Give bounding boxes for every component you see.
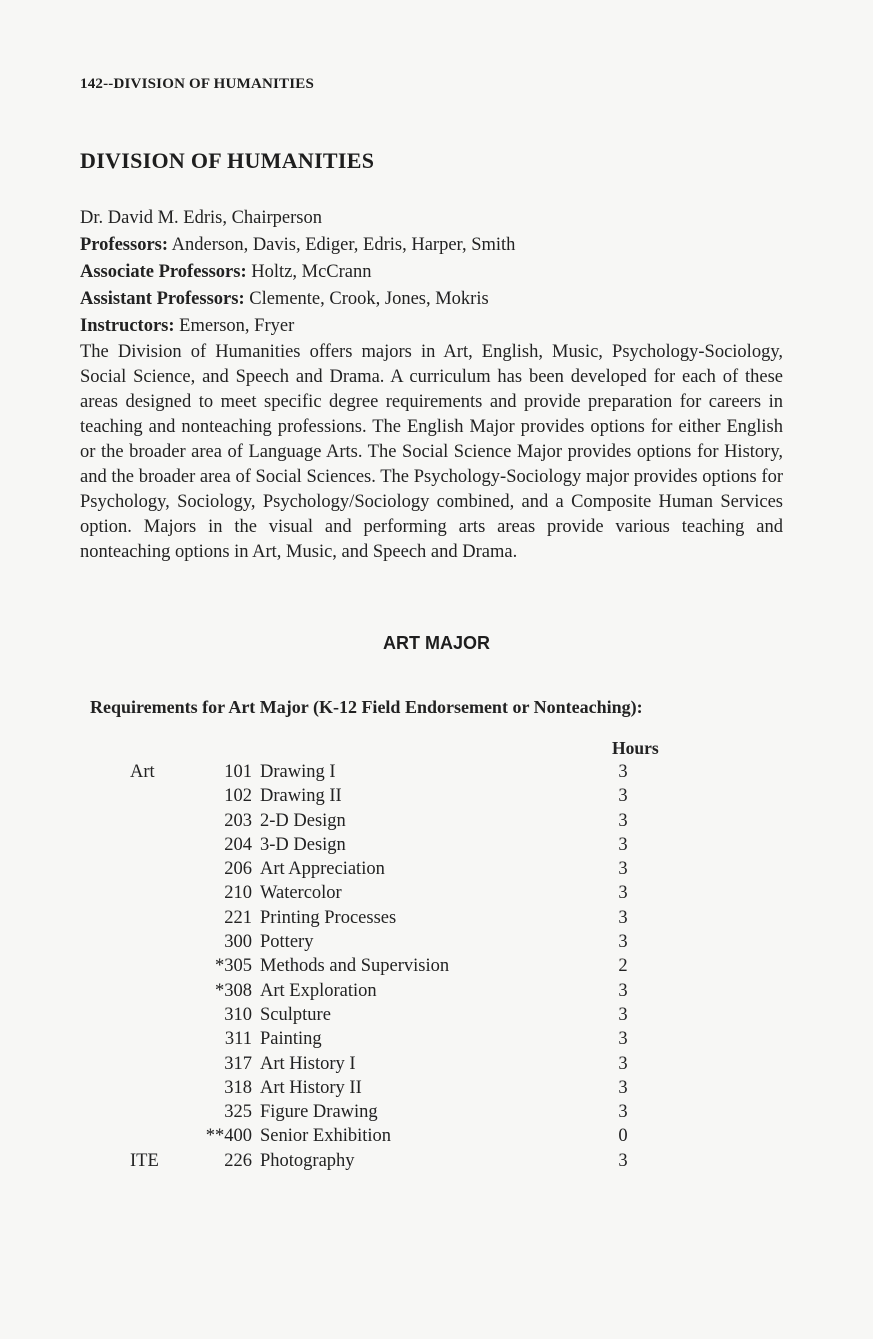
course-hours: 0 (618, 1126, 628, 1147)
course-hours: 3 (618, 834, 628, 855)
course-hours: 3 (618, 762, 628, 782)
course-row (0, 908, 873, 932)
faculty-label: Professors: (80, 235, 169, 255)
faculty-assistant-professors (80, 286, 515, 313)
course-hours: 3 (618, 883, 628, 904)
course-row (0, 811, 873, 835)
faculty-names: Holtz, McCrann (251, 262, 372, 282)
course-hours: 3 (618, 932, 628, 953)
course-title: Art Exploration (260, 980, 377, 1001)
course-number: **400 (205, 1126, 252, 1147)
course-number: 210 (224, 883, 252, 904)
course-row (0, 1078, 873, 1102)
course-row (0, 1126, 873, 1150)
course-hours: 3 (618, 1029, 628, 1050)
course-title: 2-D Design (260, 810, 346, 831)
running-head: 142--DIVISION OF HUMANITIES (80, 76, 315, 92)
faculty-names: Emerson, Fryer (179, 316, 295, 336)
faculty-names: Clemente, Crook, Jones, Mokris (249, 289, 489, 309)
course-hours: 3 (618, 1150, 628, 1171)
course-title: Pottery (260, 932, 314, 953)
course-hours: 3 (618, 1102, 628, 1123)
course-hours: 2 (618, 956, 628, 977)
course-number: 317 (224, 1053, 252, 1074)
course-row (0, 1151, 873, 1175)
division-title: DIVISION OF HUMANITIES (80, 148, 375, 173)
course-row (0, 1054, 873, 1078)
course-title: Art History I (260, 1053, 356, 1074)
course-hours: 3 (618, 907, 628, 928)
course-row (0, 859, 873, 883)
course-dept: ITE (130, 1150, 159, 1171)
course-number: 204 (224, 834, 252, 855)
course-hours: 3 (618, 1077, 628, 1098)
course-number: 310 (224, 1004, 252, 1025)
course-hours: 3 (618, 859, 628, 880)
course-number: 221 (224, 907, 252, 928)
course-row (0, 956, 873, 980)
faculty-label: Associate Professors: (80, 262, 247, 282)
course-row (0, 883, 873, 907)
course-row (0, 835, 873, 859)
course-title: Drawing II (260, 786, 342, 807)
course-hours: 3 (618, 810, 628, 831)
intro-paragraph: The Division of Humanities offers majors in Art, English, Music, Psychology-Sociology, Social Science, and Speech and Drama. A curriculum has been developed for each of these areas designed to meet specific degree requirements and provide preparation for careers in teaching and nonteaching professions. The English Major provides options for either English or the broader area of Language Arts. The Social Science Major provides options for History, and the broader area of Social Sciences. The Psychology-Sociology major provides options for Psychology, Sociology, Psychology/Sociology combined, and a Composite Human Services option. Majors in the visual and performing arts areas provide various teaching and nonteaching options in Art, Music, and Speech and Drama. (80, 342, 783, 562)
course-title: Figure Drawing (260, 1102, 378, 1123)
course-row (0, 932, 873, 956)
course-title: Photography (260, 1150, 355, 1171)
faculty-professors (80, 232, 515, 259)
course-title: Art History II (260, 1077, 362, 1098)
course-title: Art Appreciation (260, 859, 385, 880)
course-hours: 3 (618, 1053, 628, 1074)
course-row (0, 1029, 873, 1053)
course-number: 101 (224, 762, 252, 782)
course-row (0, 786, 873, 810)
course-list (0, 762, 873, 1175)
faculty-associate-professors (80, 259, 515, 286)
course-row (0, 1005, 873, 1029)
course-hours: 3 (618, 1004, 628, 1025)
chairperson: Dr. David M. Edris, Chairperson (80, 208, 323, 228)
course-title: Methods and Supervision (260, 956, 450, 977)
course-row (0, 981, 873, 1005)
course-number: 226 (224, 1150, 252, 1171)
course-title: Sculpture (260, 1004, 331, 1025)
course-number: *305 (215, 956, 252, 977)
course-hours: 3 (618, 980, 628, 1001)
course-title: 3-D Design (260, 834, 346, 855)
course-hours: 3 (618, 786, 628, 807)
faculty-label: Assistant Professors: (80, 289, 245, 309)
faculty-list (80, 205, 515, 340)
course-number: 203 (224, 810, 252, 831)
course-title: Watercolor (260, 883, 342, 904)
faculty-label: Instructors: (80, 316, 175, 336)
course-row (0, 1102, 873, 1126)
course-dept: Art (130, 762, 155, 782)
course-title: Drawing I (260, 762, 336, 782)
course-number: 206 (224, 859, 252, 880)
course-number: 311 (224, 1029, 252, 1050)
course-number: 318 (224, 1077, 252, 1098)
hours-column-header: Hours (612, 738, 659, 758)
course-title: Painting (260, 1029, 322, 1050)
faculty-names: Anderson, Davis, Ediger, Edris, Harper, Smith (171, 235, 516, 255)
course-number: 300 (224, 932, 252, 953)
faculty-instructors (80, 313, 515, 340)
course-number: 325 (224, 1102, 252, 1123)
requirements-heading: Requirements for Art Major (K-12 Field Endorsement or Nonteaching): (90, 697, 643, 717)
course-number: 102 (224, 786, 252, 807)
course-number: *308 (215, 980, 252, 1001)
course-title: Printing Processes (260, 907, 397, 928)
section-title: ART MAJOR (383, 633, 490, 653)
course-row (0, 762, 873, 786)
course-title: Senior Exhibition (260, 1126, 392, 1147)
